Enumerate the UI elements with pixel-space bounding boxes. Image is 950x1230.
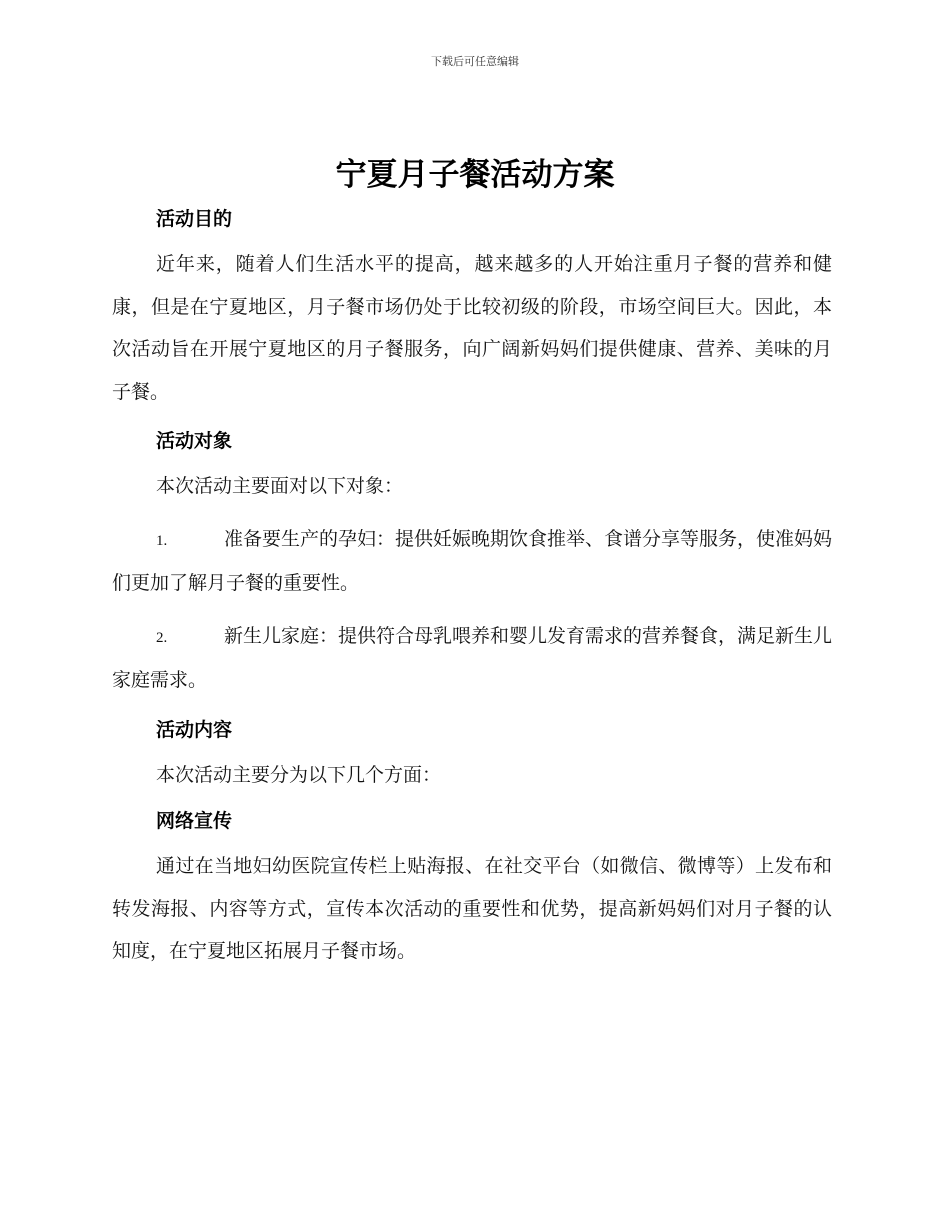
- document-title: 宁夏月子餐活动方案: [335, 157, 615, 193]
- section-heading-purpose: 活动目的: [156, 208, 233, 230]
- section-heading-content: 活动内容: [156, 718, 233, 741]
- audience-intro: 本次活动主要面对以下对象：: [156, 475, 404, 497]
- section-heading-audience: 活动对象: [156, 430, 233, 452]
- content-intro: 本次活动主要分为以下几个方面：: [156, 763, 442, 786]
- header-note: 下载后可任意编辑: [431, 55, 519, 68]
- list-number: 1.: [156, 532, 168, 549]
- list-number: 2.: [156, 629, 168, 646]
- promotion-paragraph: 通过在当地妇幼医院宣传栏上贴海报、在社交平台（如微信、微博等）上发布和转发海报、内容等方式，宣传本次活动的重要性和优势，提高新妈妈们对月子餐的认知度，在宁夏地区拓展月子餐市场。: [112, 855, 832, 962]
- list-text: 准备要生产的孕妇：提供妊娠晚期饮食推举、食谱分享等服务，使准妈妈们更加了解月子餐的重要性。: [112, 527, 833, 594]
- list-item: [112, 615, 832, 702]
- document-body: [112, 204, 832, 973]
- list-item: [112, 518, 832, 605]
- section-heading-promotion: 网络宣传: [156, 810, 233, 832]
- list-text: 新生儿家庭：提供符合母乳喂养和婴儿发育需求的营养餐食，满足新生儿家庭需求。: [112, 624, 833, 691]
- purpose-paragraph: 近年来，随着人们生活水平的提高，越来越多的人开始注重月子餐的营养和健康，但是在宁夏地区，月子餐市场仍处于比较初级的阶段，市场空间巨大。因此，本次活动旨在开展宁夏地区的月子餐服务，向广阔新妈妈们提供健康、营养、美味的月子餐。: [112, 253, 832, 403]
